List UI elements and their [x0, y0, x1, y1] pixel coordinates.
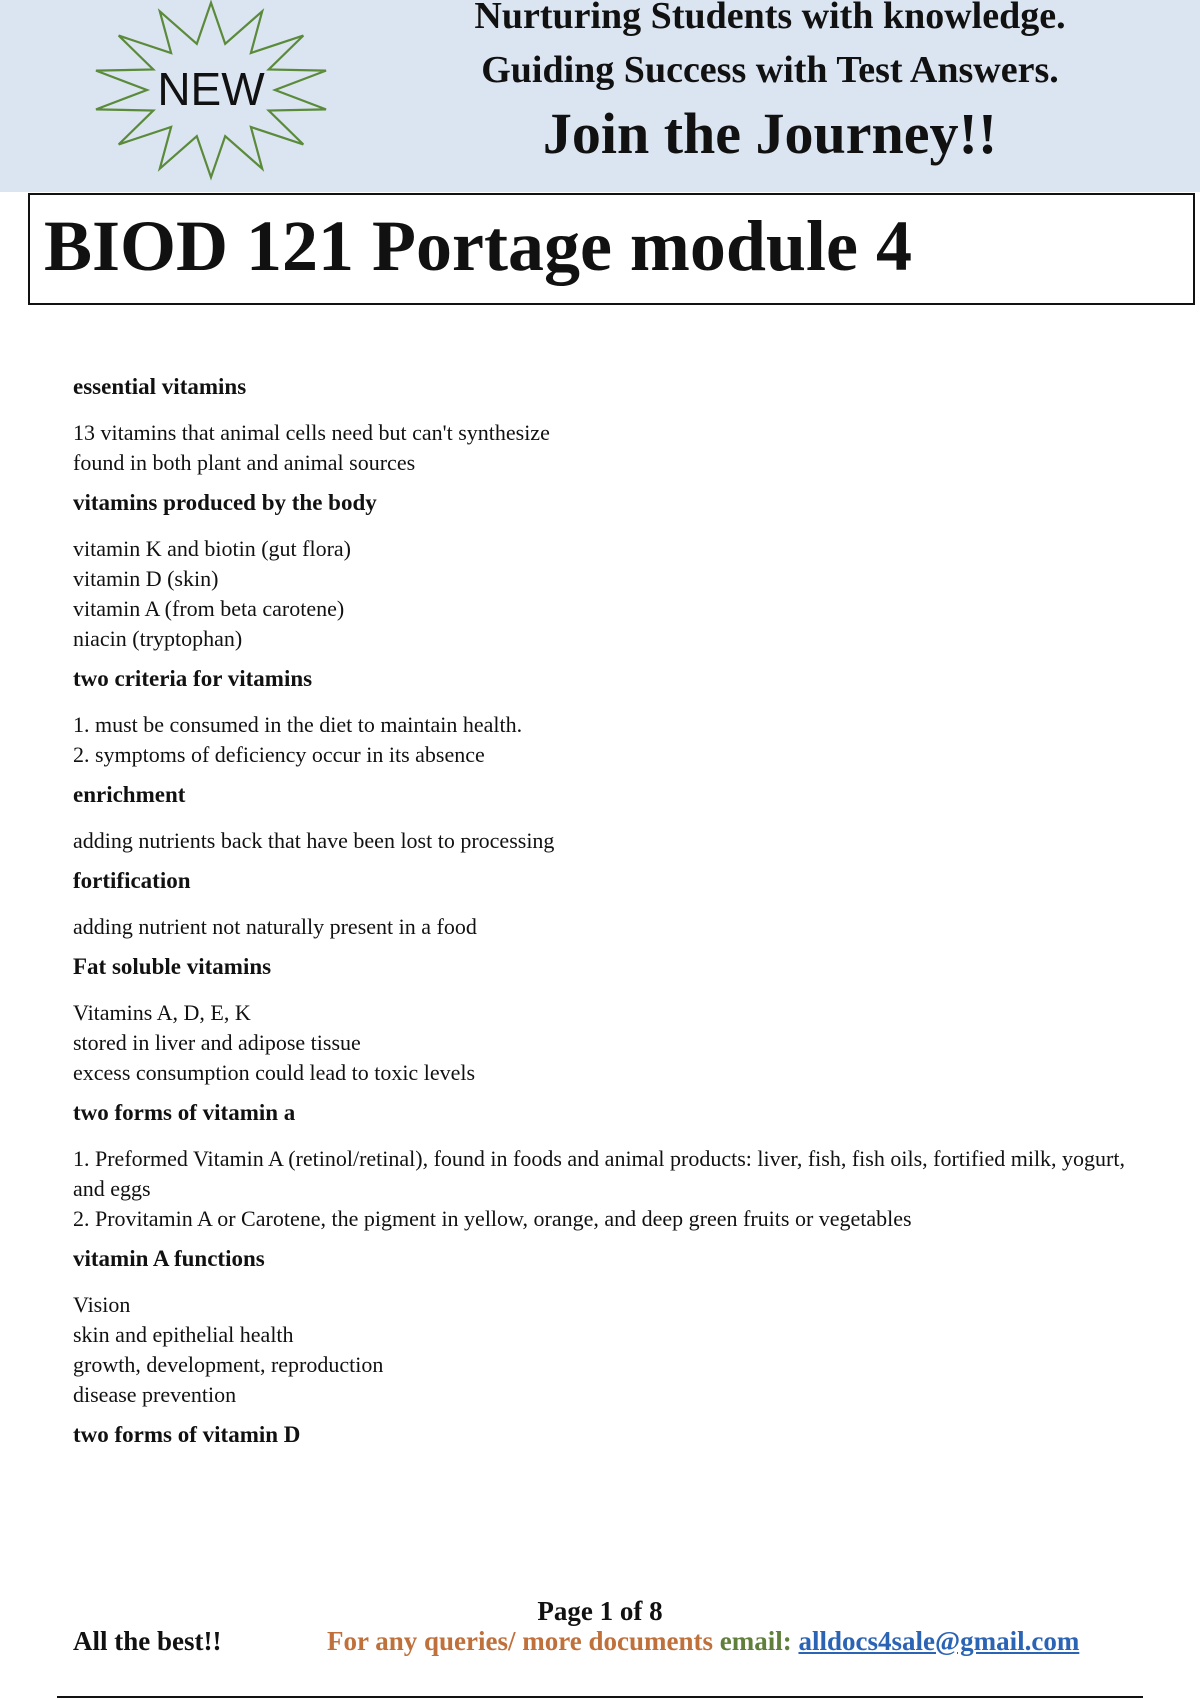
- entry-definition: [73, 826, 1133, 856]
- entry-definition: [73, 1290, 1133, 1410]
- definition-line: vitamin D (skin): [73, 566, 219, 591]
- definition-line: stored in liver and adipose tissue: [73, 1030, 361, 1055]
- definition-line: 1. must be consumed in the diet to maintain health.: [73, 712, 523, 737]
- entry: [73, 1420, 1133, 1450]
- entry: [73, 952, 1133, 1088]
- entry-term: vitamins produced by the body: [73, 490, 377, 515]
- new-badge-label: NEW: [157, 63, 265, 115]
- query-text: For any queries/ more documents: [327, 1626, 713, 1656]
- email-link[interactable]: alldocs4sale@gmail.com: [798, 1626, 1080, 1656]
- title-box: [28, 193, 1195, 305]
- definition-line: skin and epithelial health: [73, 1322, 294, 1347]
- entry-term: enrichment: [73, 782, 186, 807]
- email-label: email:: [719, 1626, 792, 1656]
- entry-definition: [73, 1144, 1133, 1234]
- header-banner: [0, 0, 1200, 192]
- entry: [73, 488, 1133, 654]
- definition-line: vitamin K and biotin (gut flora): [73, 536, 351, 561]
- tagline-line-1: Nurturing Students with knowledge.: [474, 0, 1066, 37]
- entry: [73, 866, 1133, 942]
- definition-line: Vision: [73, 1292, 131, 1317]
- entry-term: vitamin A functions: [73, 1246, 265, 1271]
- entry-term: Fat soluble vitamins: [73, 954, 272, 979]
- contact-line: [327, 1626, 1079, 1657]
- entry-definition: [73, 912, 1133, 942]
- definition-line: excess consumption could lead to toxic levels: [73, 1060, 476, 1085]
- entry: [73, 372, 1133, 478]
- entry: [73, 1098, 1133, 1234]
- definition-line: vitamin A (from beta carotene): [73, 596, 345, 621]
- entry-term: two criteria for vitamins: [73, 666, 313, 691]
- sign-off-text: All the best!!: [73, 1626, 222, 1656]
- entry-term: essential vitamins: [73, 374, 247, 399]
- document-title: BIOD 121 Portage module 4: [44, 206, 912, 286]
- definition-line: 2. symptoms of deficiency occur in its absence: [73, 742, 485, 767]
- entry-definition: [73, 534, 1133, 654]
- entry-definition: [73, 710, 1133, 770]
- definition-line: adding nutrient not naturally present in a food: [73, 914, 477, 939]
- entry-term: two forms of vitamin D: [73, 1422, 301, 1447]
- definition-line: 2. Provitamin A or Carotene, the pigment in yellow, orange, and deep green fruits or vegetables: [73, 1206, 912, 1231]
- definition-line: growth, development, reproduction: [73, 1352, 384, 1377]
- entry: [73, 1244, 1133, 1410]
- entry: [73, 664, 1133, 770]
- definition-line: disease prevention: [73, 1382, 237, 1407]
- entry: [73, 780, 1133, 856]
- definition-line: adding nutrients back that have been lost to processing: [73, 828, 555, 853]
- definition-line: found in both plant and animal sources: [73, 450, 416, 475]
- definition-line: 1. Preformed Vitamin A (retinol/retinal), found in foods and animal products: liver, fish, fish oils, fortified milk, yogurt, and eggs: [73, 1146, 1125, 1201]
- definition-line: niacin (tryptophan): [73, 626, 243, 651]
- entry-definition: [73, 998, 1133, 1088]
- entry-term: fortification: [73, 868, 191, 893]
- page-number: Page 1 of 8: [537, 1596, 663, 1626]
- entry-term: two forms of vitamin a: [73, 1100, 296, 1125]
- document-content: [73, 372, 1133, 1466]
- definition-line: Vitamins A, D, E, K: [73, 1000, 251, 1025]
- entry-definition: [73, 418, 1133, 478]
- definition-line: 13 vitamins that animal cells need but can't synthesize: [73, 420, 550, 445]
- tagline-line-3: Join the Journey!!: [542, 101, 998, 166]
- footer-divider: [57, 1696, 1143, 1698]
- tagline-line-2: Guiding Success with Test Answers.: [481, 49, 1059, 91]
